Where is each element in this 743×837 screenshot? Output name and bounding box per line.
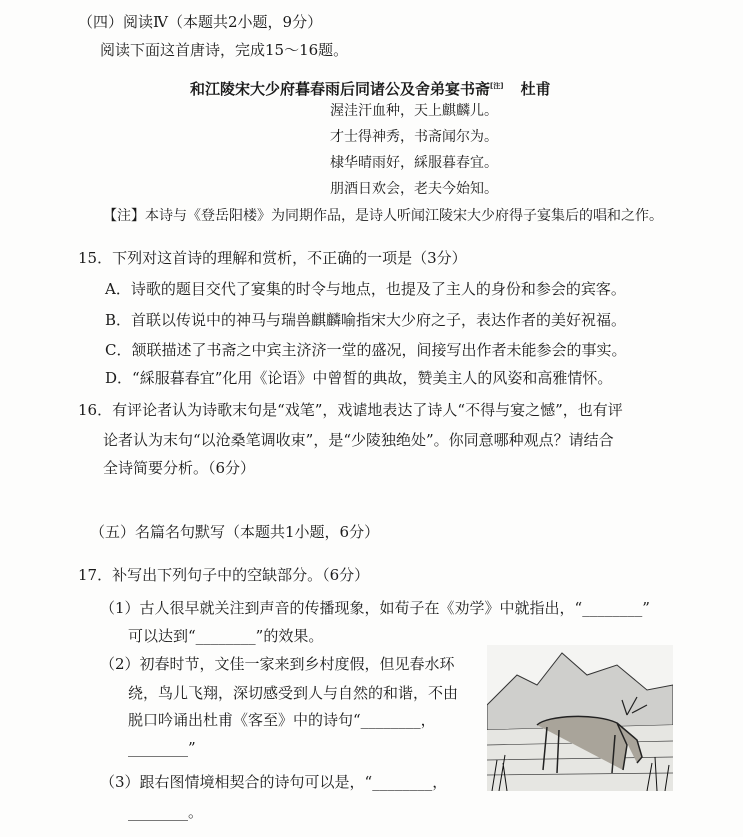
poem-title: 和江陵宋大少府暮春雨后同诸公及舍弟宴书斋: [190, 80, 491, 98]
q15-option-b: B．首联以传说中的神马与瑞兽麒麟喻指宋大少府之子，表达作者的美好祝福。: [105, 311, 627, 329]
poem-author: 杜甫: [520, 80, 551, 98]
q15-option-d: D．“綵服暮春宜”化用《论语》中曾皙的典故，赞美主人的风姿和高雅情怀。: [105, 369, 613, 387]
poem-title-line: [190, 76, 551, 99]
q17-item-1: 可以达到“________”的效果。: [128, 627, 324, 645]
q16-line: 全诗简要分析。（6分）: [103, 459, 256, 477]
note-mark: [注]: [490, 82, 504, 90]
q17-item-2: 绕，鸟儿飞翔，深切感受到人与自然的和谐，不由: [128, 684, 459, 702]
q17-item-2: （2）初春时节，文佳一家来到乡村度假，但见春水环: [100, 655, 455, 673]
poem-line: 朋酒日欢会，老夫今始知。: [330, 181, 498, 197]
q17-item-2: 脱口吟诵出杜甫《客至》中的诗句“________，: [128, 711, 436, 729]
q17-item-3: （3）跟右图情境相契合的诗句可以是，“________，: [100, 773, 448, 791]
q15-option-c: C．颔联描述了书斋之中宾主济济一堂的盛况，间接写出作者未能参会的事实。: [105, 341, 627, 359]
q16-line: 论者认为末句“以沧桑笔调收束”，是“少陵独绝处”。你同意哪种观点？请结合: [103, 431, 614, 449]
section-heading: （四）阅读Ⅳ（本题共2小题，9分）: [78, 13, 323, 31]
poem-line: 棣华晴雨好，綵服暮春宜。: [330, 155, 498, 171]
q17-item-2: ________”: [128, 739, 196, 757]
q17-item-3: ________。: [128, 803, 204, 821]
instruction: 阅读下面这首唐诗，完成15～16题。: [100, 41, 349, 59]
deer-illustration: [487, 645, 673, 791]
q16-line: 16．有评论者认为诗歌末句是“戏笔”，戏谑地表达了诗人“不得与宴之憾”，也有评: [78, 401, 623, 419]
q17-stem: 17．补写出下列句子中的空缺部分。（6分）: [78, 566, 370, 584]
poem-line: 才士得神秀，书斋闻尔为。: [330, 129, 498, 145]
q15-stem: 15．下列对这首诗的理解和赏析，不正确的一项是（3分）: [78, 249, 467, 267]
poem-note: 【注】本诗与《登岳阳楼》为同期作品，是诗人听闻江陵宋大少府得子宴集后的唱和之作。: [103, 208, 663, 224]
poem-line: 渥洼汗血种，天上麒麟儿。: [330, 103, 498, 119]
q17-item-1: （1）古人很早就关注到声音的传播现象，如荀子在《劝学》中就指出，“________”: [100, 599, 650, 617]
section-heading: （五）名篇名句默写（本题共1小题，6分）: [90, 523, 380, 541]
q15-option-a: A．诗歌的题目交代了宴集的时令与地点，也提及了主人的身份和参会的宾客。: [105, 280, 626, 298]
